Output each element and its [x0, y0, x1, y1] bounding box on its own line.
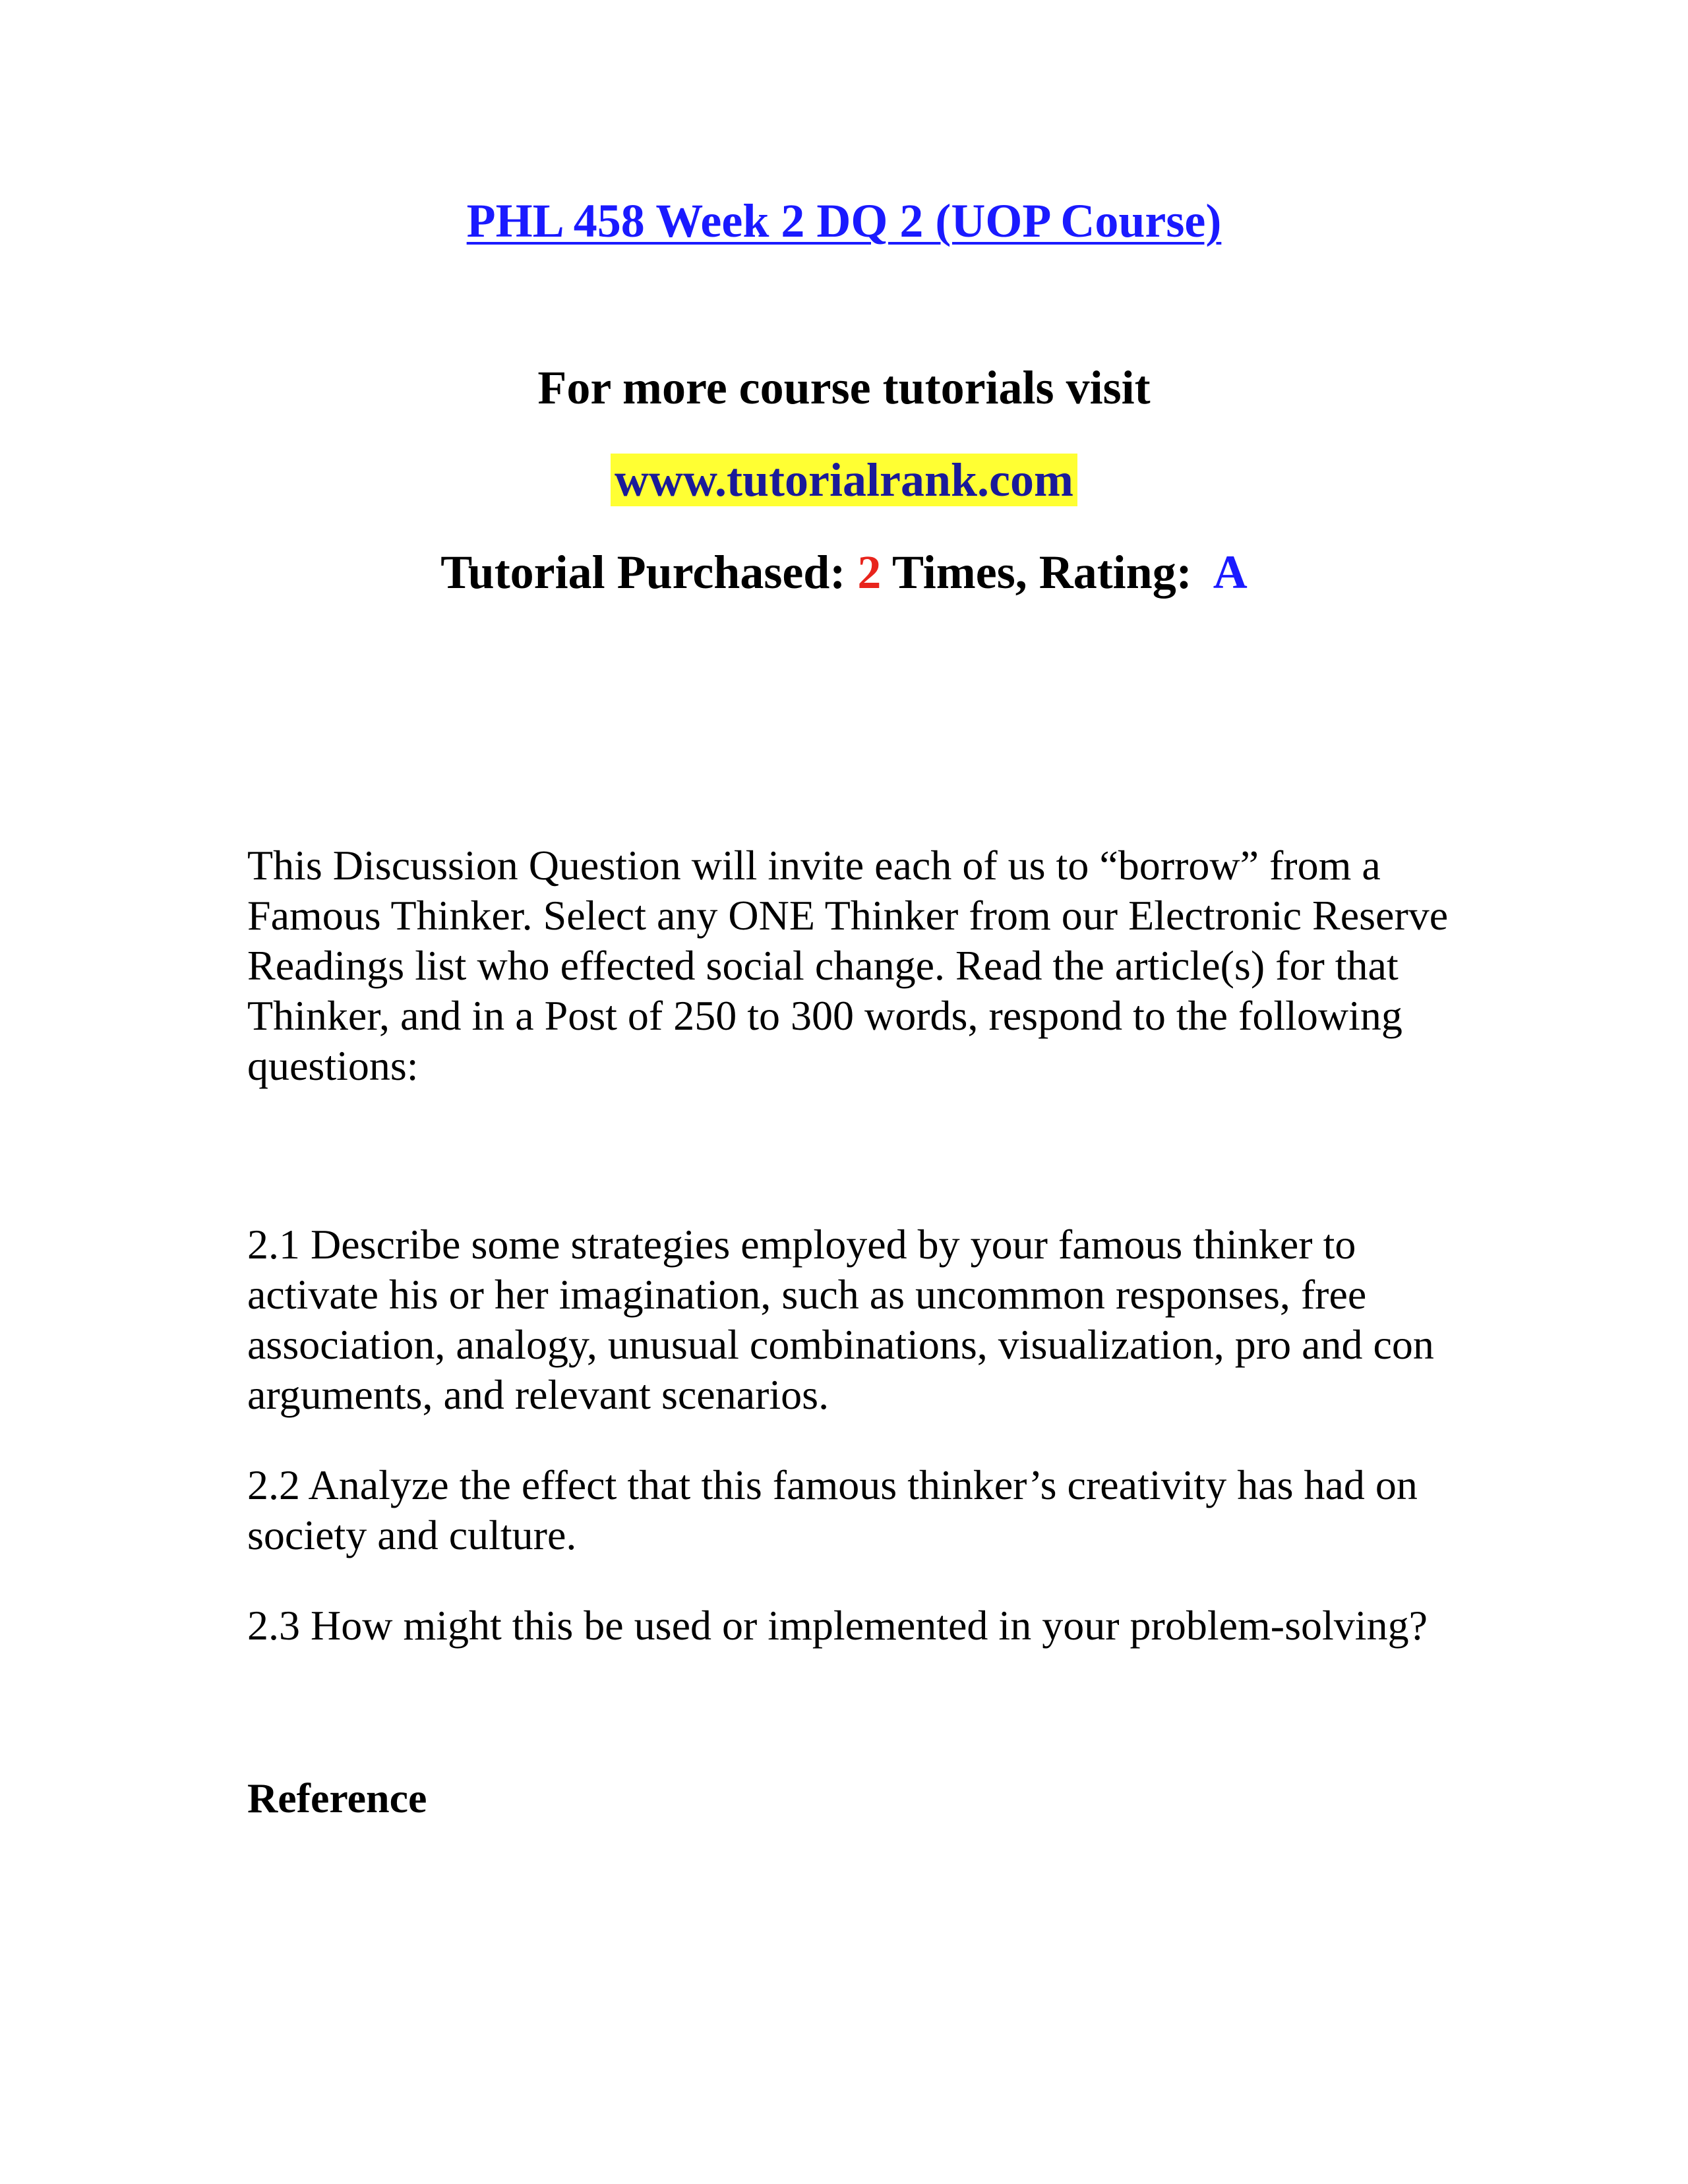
purchased-count: 2: [857, 546, 882, 599]
reference-heading: Reference: [247, 1775, 427, 1821]
question-1: 2.1 Describe some strategies employed by your famous thinker to activate his or her imagination, such as uncommon responses, free association, analogy, unusual combinations, visualization, pro and con arguments, and relevant scenarios.: [247, 1221, 1434, 1418]
intro-paragraph: This Discussion Question will invite each of us to “borrow” from a Famous Thinker. Select any ONE Thinker from our Electronic Reserve Readings list who effected social change. Read the article(s) for that Thinker, and in a Post of 250 to 300 words, respond to the following questions:: [247, 842, 1449, 1089]
visit-text: For more course tutorials visit: [537, 361, 1151, 414]
page-title: [0, 192, 1688, 249]
rating-value: A: [1213, 546, 1248, 599]
question-2: 2.2 Analyze the effect that this famous thinker’s creativity has had on society and culture.: [247, 1461, 1418, 1558]
title-link[interactable]: PHL 458 Week 2 DQ 2 (UOP Course): [466, 194, 1222, 247]
purchased-label: Tutorial Purchased:: [440, 546, 858, 599]
website-link[interactable]: www.tutorialrank.com: [611, 454, 1077, 506]
url-line: [0, 452, 1688, 508]
question-3: 2.3 How might this be used or implemented in your problem-solving?: [247, 1602, 1428, 1649]
rating-label: Times, Rating:: [881, 546, 1213, 599]
purchase-info: [0, 544, 1688, 601]
